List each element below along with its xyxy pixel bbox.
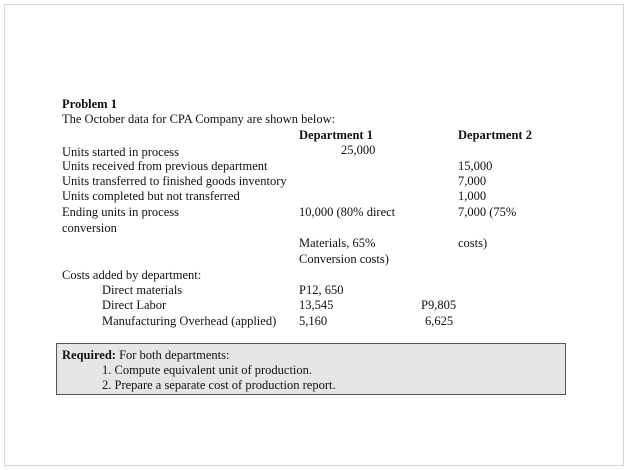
- required-line: [62, 348, 229, 363]
- cost-dm-d1: P12, 650: [299, 283, 344, 297]
- cost-moh-label: Manufacturing Overhead (applied): [102, 314, 277, 328]
- dept2-header: Department 2: [458, 128, 532, 142]
- row-ending-d2-line1: 7,000 (75%: [458, 205, 517, 219]
- required-item-1: 1. Compute equivalent unit of production.: [102, 363, 313, 377]
- row-transferred-label: Units transferred to finished goods inventory: [62, 174, 287, 188]
- cost-dl-label: Direct Labor: [102, 298, 167, 312]
- problem-title: Problem 1: [62, 97, 117, 111]
- row-ending-label: Ending units in process: [62, 205, 180, 219]
- dept1-header: Department 1: [299, 128, 373, 142]
- required-text: For both departments:: [119, 348, 230, 362]
- row-ending-d1-line2: Materials, 65%: [299, 236, 376, 250]
- row-started-label: Units started in process: [62, 145, 179, 159]
- required-item-2: 2. Prepare a separate cost of production report.: [102, 378, 336, 392]
- row-completed-d2: 1,000: [458, 189, 487, 203]
- cost-dm-label: Direct materials: [102, 283, 183, 297]
- row-started-d1: 25,000: [341, 143, 376, 157]
- row-received-d2: 15,000: [458, 159, 493, 173]
- row-received-label: Units received from previous department: [62, 159, 268, 173]
- row-ending-d2-line2: costs): [458, 236, 488, 250]
- row-completed-label: Units completed but not transferred: [62, 189, 240, 203]
- cost-moh-d1: 5,160: [299, 314, 328, 328]
- row-transferred-d2: 7,000: [458, 174, 487, 188]
- cost-moh-d2: 6,625: [425, 314, 454, 328]
- cost-dl-d2: P9,805: [421, 298, 457, 312]
- required-label: Required:: [62, 348, 116, 362]
- row-ending-d1-line1: 10,000 (80% direct: [299, 205, 396, 219]
- cost-dl-d1: 13,545: [299, 298, 334, 312]
- costs-heading: Costs added by department:: [62, 268, 202, 282]
- problem-intro: The October data for CPA Company are shown below:: [62, 112, 336, 126]
- row-ending-d1-line3: Conversion costs): [299, 252, 389, 266]
- row-ending-label-cont: conversion: [62, 221, 117, 235]
